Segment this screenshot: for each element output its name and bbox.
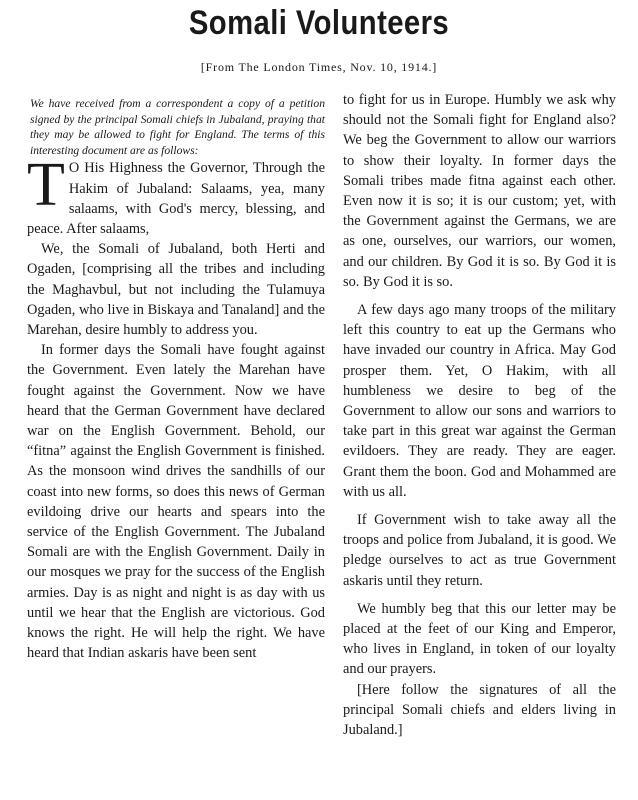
- paragraph-4: A few days ago many troops of the military left this country to eat up the Germans who have invaded our country in Africa. May God prosper them. Yet, O Hakim, with all humbleness we desire to beg of the Government to allow our sons and warriors to take part in this great war against the German evildoers. They are ready. They are eager. Grant them the boon. God and Mohammed are with us all.: [343, 302, 616, 500]
- paragraph-1: We, the Somali of Jubaland, both Herti and Ogaden, [comprising all the tribes and including the Maghavbul, but not including the Tulamuya Ogaden, who live in Biskaya and Tanaland] and the Marehan, desire humbly to address you.: [27, 241, 325, 338]
- paragraph-5: If Government wish to take away all the troops and police from Jubaland, it is good. We pledge ourselves to act as true Government askaris until they return.: [343, 512, 616, 589]
- salutation-block: [27, 151, 325, 239]
- right-column: [343, 90, 616, 740]
- signatures-note: [Here follow the signatures of all the principal Somali chiefs and elders living in Jubaland.]: [343, 681, 616, 739]
- paragraph-6: We humbly beg that this our letter may be placed at the feet of our King and Emperor, who lives in England, in token of our loyalty and our prayers.: [343, 600, 616, 678]
- paragraph-3: to fight for us in Europe. Humbly we ask why should not the Somali fight for England also? We beg the Government to allow our warriors to show their loyalty. In former days the Somali tribes made fitna against each other. Even now it is so; it is our custom; yet, with the Government against the Germans, we are as one, ourselves, our warriors, our women, and our children. By God it is so. By God it is so. By God it is so.: [343, 92, 616, 290]
- article-title: Somali Volunteers: [188, 4, 450, 42]
- salutation: O His Highness the Governor, Through the Hakim of Jubaland: Salaams, yea, many salaams, with God's mercy, blessing, and peace. After salaams,: [27, 160, 325, 237]
- drop-cap: T: [27, 151, 65, 220]
- editor-intro: We have received from a correspondent a copy of a petition signed by the principal Somali chiefs in Jubaland, praying that they may be allowed to fight for England. The terms of this interesting document are as follows:: [30, 97, 325, 157]
- paragraph-2: In former days the Somali have fought against the Government. Even lately the Marehan have fought against the Government. Now we have heard that the German Government have declared war on the English Government. Behold, our “fitna” against the English Government is finished. As the monsoon wind drives the sandhills of our coast into new forms, so does this news of German evildoing drive our hearts and spears into the service of the English Government. The Jubaland Somali are with the English Government. Daily in our mosques we pray for the success of the English armies. Day is as night and night is as day with us until we hear that the English are victorious. God knows the right. He will help the right. We have heard that Indian askaris have been sent: [27, 342, 325, 662]
- left-column: [27, 96, 325, 663]
- source-line: [From The London Times, Nov. 10, 1914.]: [200, 60, 438, 74]
